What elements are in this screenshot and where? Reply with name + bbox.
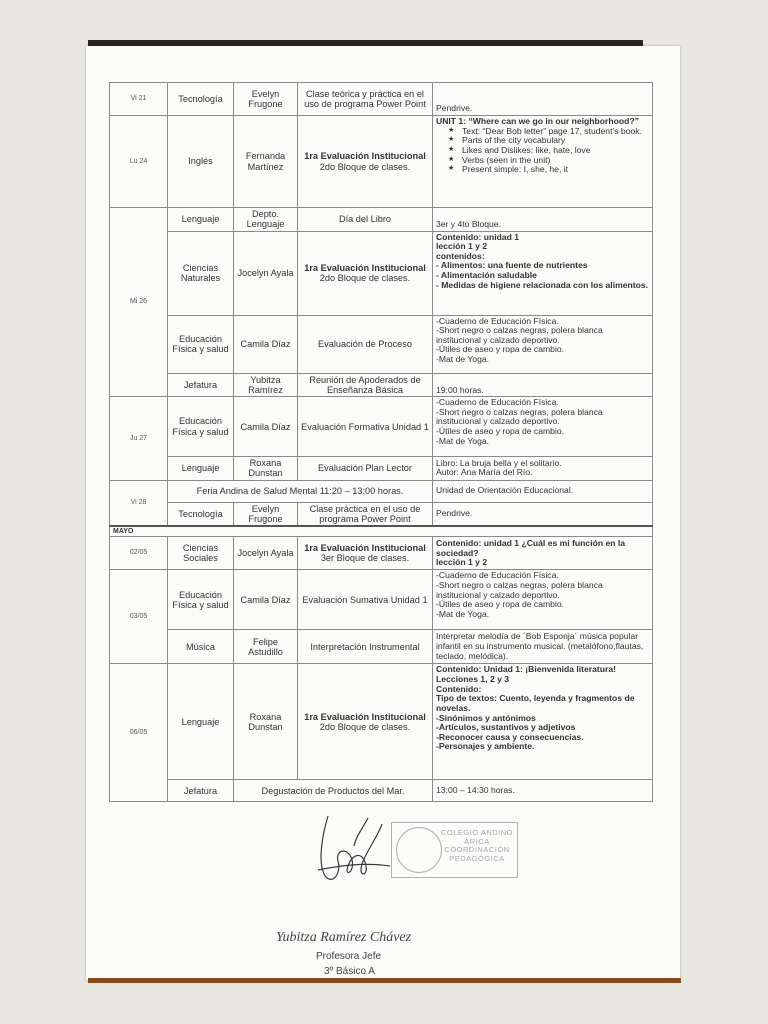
- details-line: -Sinónimos y antónimos: [436, 712, 536, 723]
- stamp-line: COLEGIO ANDINO: [440, 828, 513, 837]
- document-page: [86, 46, 680, 980]
- table-row: [110, 630, 653, 664]
- subject-cell: Jefatura: [168, 780, 234, 802]
- details-line: Contenido:: [436, 683, 482, 694]
- details-cell: [433, 664, 653, 780]
- subject-cell: Lenguaje: [168, 208, 234, 232]
- teacher-cell: Evelyn Frugone: [234, 502, 298, 526]
- activity-subtitle: 3er Bloque de clases.: [320, 553, 410, 564]
- table-row: [110, 231, 653, 315]
- details-cell: Unidad de Orientación Educacional.: [433, 480, 653, 502]
- signer-role: Profesora Jefe: [316, 951, 382, 962]
- details-line: - Medidas de higiene relacionada con los alimentos.: [436, 279, 649, 290]
- details-cell: [433, 231, 653, 315]
- day-cell: Lu 24: [110, 116, 168, 208]
- details-line: -Reconocer causa y consecuencias.: [436, 731, 584, 742]
- month-row: [110, 526, 653, 537]
- details-line: -Útiles de aseo y ropa de cambio.: [436, 344, 565, 355]
- activity-cell: Reunión de Apoderados de Enseñanza Básica: [298, 373, 433, 397]
- details-line: Autor: Ana María del Río.: [436, 467, 533, 478]
- details-cell: [433, 457, 653, 481]
- list-item: ★ Verbs (seen in the unit): [462, 156, 649, 166]
- activity-cell: [298, 231, 433, 315]
- details-line: -Útiles de aseo y ropa de cambio.: [436, 599, 565, 610]
- day-cell: Vi 21: [110, 83, 168, 116]
- activity-title: 1ra Evaluación Institucional: [304, 262, 426, 273]
- table-row: [110, 664, 653, 780]
- table-row: [110, 208, 653, 232]
- details-line: Contenido: Unidad 1: ¡Bienvenida literatura!: [436, 664, 617, 675]
- activity-cell: Clase práctica en el uso de programa Power Point: [298, 502, 433, 526]
- table-row: [110, 373, 653, 397]
- subject-cell: Educación Física y salud: [168, 315, 234, 373]
- details-line: - Alimentos: una fuente de nutrientes: [436, 260, 588, 271]
- day-cell: 02/05: [110, 537, 168, 570]
- school-logo-icon: [396, 827, 442, 873]
- activity-subtitle: 2do Bloque de clases.: [319, 721, 411, 732]
- details-line: Contenido: unidad 1: [436, 231, 520, 242]
- details-line: -Cuaderno de Educación Física.: [436, 315, 559, 326]
- details-list: [436, 127, 649, 175]
- table-row: [110, 457, 653, 481]
- teacher-cell: Felipe Astudillo: [234, 630, 298, 664]
- activity-subtitle: 2do Bloque de clases.: [319, 273, 411, 284]
- day-cell: Mi 26: [110, 208, 168, 397]
- activity-cell: Evaluación Plan Lector: [298, 457, 433, 481]
- activity-title: 1ra Evaluación Institucional: [304, 151, 426, 162]
- details-cell: 3er y 4to Bloque.: [433, 208, 653, 232]
- stamp-line: ARICA: [464, 836, 490, 846]
- subject-cell: Música: [168, 630, 234, 664]
- table-row: [110, 570, 653, 630]
- details-line: -Artículos, sustantivos y adjetivos: [436, 722, 576, 733]
- details-cell: [433, 116, 653, 208]
- details-cell: [433, 537, 653, 570]
- teacher-cell: Camila Díaz: [234, 315, 298, 373]
- details-line: -Cuaderno de Educación Física.: [436, 397, 559, 408]
- subject-cell: Ciencias Sociales: [168, 537, 234, 570]
- table-row: [110, 397, 653, 457]
- details-line: Libro: La bruja bella y el solitario.: [436, 457, 562, 468]
- signature-area: [86, 806, 680, 976]
- stamp-text: [438, 829, 516, 864]
- signer-course: 3º Básico A: [324, 966, 375, 977]
- details-line: Lecciones 1, 2 y 3: [436, 674, 510, 684]
- details-cell: Pendrive.: [433, 83, 653, 116]
- unit-title: UNIT 1: “Where can we go in our neighborhood?”: [436, 116, 639, 126]
- day-cell: 03/05: [110, 570, 168, 664]
- details-line: -Mat de Yoga.: [436, 608, 490, 619]
- activity-cell: [298, 664, 433, 780]
- signer-name: Yubitza Ramírez Chávez: [276, 930, 412, 945]
- subject-cell: Inglés: [168, 116, 234, 208]
- subject-cell: Lenguaje: [168, 664, 234, 780]
- bottom-edge: [88, 978, 681, 983]
- school-stamp: [391, 822, 518, 878]
- teacher-cell: Depto. Lenguaje: [234, 208, 298, 232]
- month-label: MAYO: [110, 526, 653, 537]
- details-line: Contenido: unidad 1 ¿Cuál es mi función en la sociedad?: [436, 537, 626, 558]
- handwritten-signature: [308, 806, 398, 896]
- subject-cell: Lenguaje: [168, 457, 234, 481]
- teacher-cell: Roxana Dunstan: [234, 457, 298, 481]
- details-line: Tipo de textos: Cuento, leyenda y fragmentos de novelas.: [436, 693, 635, 713]
- teacher-cell: Camila Díaz: [234, 397, 298, 457]
- teacher-cell: Jocelyn Ayala: [234, 537, 298, 570]
- activity-subtitle: 2do Bloque de clases.: [319, 161, 411, 172]
- details-cell: [433, 397, 653, 457]
- event-cell: Feria Andina de Salud Mental 11:20 – 13:00 horas.: [168, 480, 433, 502]
- activity-cell: Evaluación Sumativa Unidad 1: [298, 570, 433, 630]
- details-cell: 19:00 horas.: [433, 373, 653, 397]
- details-line: lección 1 y 2: [436, 557, 488, 568]
- subject-cell: Educación Física y salud: [168, 570, 234, 630]
- subject-cell: Tecnología: [168, 83, 234, 116]
- activity-cell: [298, 537, 433, 570]
- list-item: ★ Text: “Dear Bob letter” page 17, student’s book.: [462, 127, 649, 137]
- details-cell: Interpretar melodía de ´Bob Esponja´ música popular infantil en su instrumento musical. (metalófono,flautas, teclado, melódica).: [433, 630, 653, 664]
- details-line: lección 1 y 2: [436, 241, 488, 252]
- table-row: [110, 480, 653, 502]
- details-line: -Short negro o calzas negras, polera blanca institucional y calzado deportivo.: [436, 406, 603, 427]
- details-cell: [433, 315, 653, 373]
- teacher-cell: Evelyn Frugone: [234, 83, 298, 116]
- table-row: [110, 116, 653, 208]
- event-cell: Degustación de Productos del Mar.: [234, 780, 433, 802]
- table-row: [110, 83, 653, 116]
- details-line: - Alimentación saludable: [436, 270, 537, 281]
- activity-title: 1ra Evaluación Institucional: [304, 543, 426, 554]
- schedule-table: [109, 82, 653, 802]
- details-line: -Short negro o calzas negras, polera blanca institucional y calzado deportivo.: [436, 580, 603, 600]
- details-cell: Pendrive.: [433, 502, 653, 526]
- list-item: ★ Likes and Dislikes: like, hate, love: [462, 146, 649, 156]
- list-item: ★ Present simple: I, she, he, it: [462, 165, 649, 175]
- details-line: contenidos:: [436, 250, 485, 261]
- activity-cell: Interpretación Instrumental: [298, 630, 433, 664]
- details-line: -Personajes y ambiente.: [436, 741, 535, 752]
- stamp-line: PEDAGÓGICA: [449, 853, 505, 863]
- subject-cell: Educación Física y salud: [168, 397, 234, 457]
- stamp-line: COORDINACIÓN: [444, 845, 510, 855]
- teacher-cell: Jocelyn Ayala: [234, 231, 298, 315]
- teacher-cell: Fernanda Martínez: [234, 116, 298, 208]
- day-cell: Vi 28: [110, 480, 168, 526]
- details-cell: 13:00 – 14:30 horas.: [433, 780, 653, 802]
- details-line: -Mat de Yoga.: [436, 354, 490, 365]
- teacher-cell: Roxana Dunstan: [234, 664, 298, 780]
- subject-cell: Tecnología: [168, 502, 234, 526]
- details-line: -Short negro o calzas negras, polera blanca institucional y calzado deportivo.: [436, 325, 603, 345]
- subject-cell: Ciencias Naturales: [168, 231, 234, 315]
- day-cell: Ju 27: [110, 397, 168, 481]
- activity-title: 1ra Evaluación Institucional: [304, 711, 426, 722]
- details-cell: [433, 570, 653, 630]
- details-line: -Cuaderno de Educación Física.: [436, 570, 559, 581]
- activity-cell: Día del Libro: [298, 208, 433, 232]
- activity-cell: Evaluación de Proceso: [298, 315, 433, 373]
- table-row: [110, 537, 653, 570]
- list-item: ★ Parts of the city vocabulary: [462, 136, 649, 146]
- table-row: [110, 502, 653, 526]
- activity-cell: Clase teórica y práctica en el uso de programa Power Point: [298, 83, 433, 116]
- details-line: -Mat de Yoga.: [436, 435, 490, 446]
- teacher-cell: Camila Díaz: [234, 570, 298, 630]
- activity-cell: [298, 116, 433, 208]
- table-row: [110, 315, 653, 373]
- teacher-cell: Yubitza Ramírez: [234, 373, 298, 397]
- details-line: -Útiles de aseo y ropa de cambio.: [436, 426, 565, 437]
- table-row: [110, 780, 653, 802]
- day-cell: 06/05: [110, 664, 168, 802]
- subject-cell: Jefatura: [168, 373, 234, 397]
- activity-cell: Evaluación Formativa Unidad 1: [298, 397, 433, 457]
